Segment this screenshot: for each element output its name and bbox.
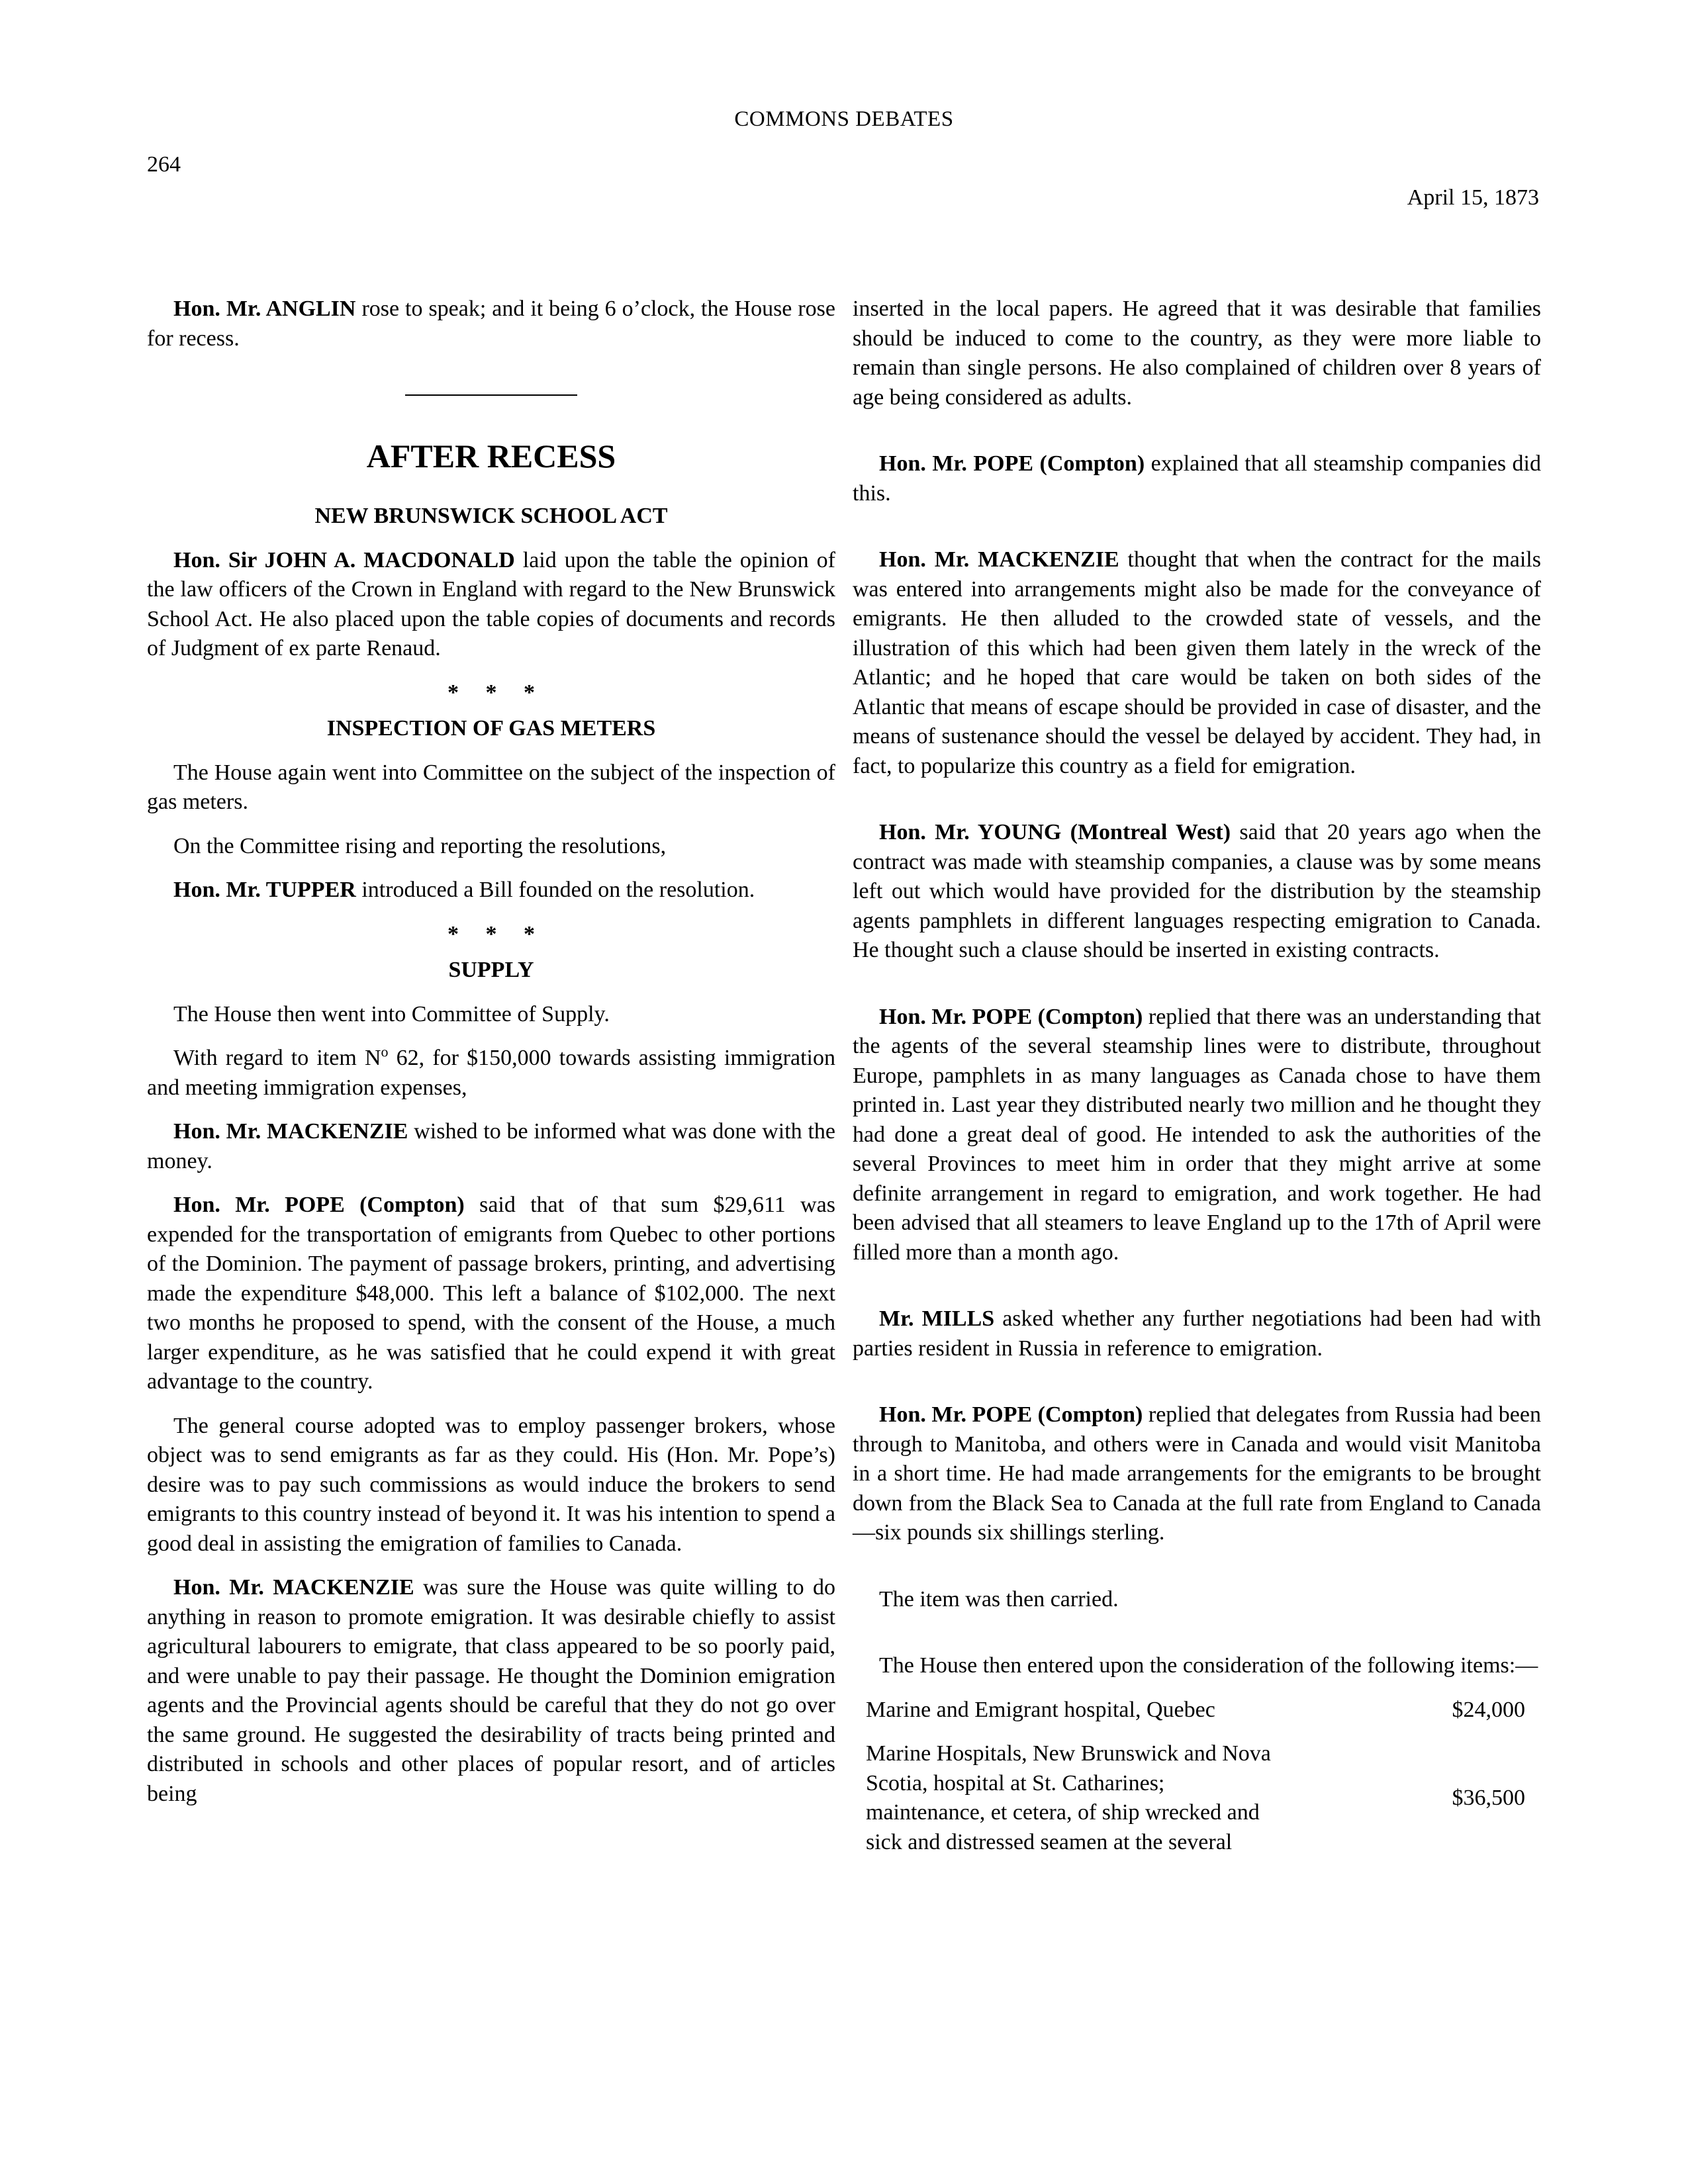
speaker-name: Hon. Mr. YOUNG (Montreal West) <box>879 820 1231 844</box>
paragraph-macdonald <box>147 546 835 664</box>
supply-item-amount: $36,500 <box>1452 1785 1525 1810</box>
paragraph-mackenzie-emigration <box>147 1573 835 1809</box>
paragraph-tupper <box>147 876 835 905</box>
speaker-name: Mr. MILLS <box>879 1306 995 1331</box>
paragraph-text: explained that all steamship companies did this. <box>853 451 1541 506</box>
paragraph-text: said that 20 years ago when the contract was made with steamship companies, a clause was by some means left out which would have provided for the distribution by the steamship agents pamphlets in different languages respecting emigration to Canada. He thought such a clause should be inserted in existing contracts. <box>853 820 1541 962</box>
paragraph-pope-steamship <box>853 449 1541 508</box>
supply-item-row <box>853 1739 1541 1857</box>
section-separator-stars: * * * <box>447 680 545 705</box>
paragraph-text: rose to speak; and it being 6 o’clock, the House rose for recess. <box>147 296 836 351</box>
paragraph-mackenzie-contract <box>853 545 1541 781</box>
paragraph-pope-russia <box>853 1400 1541 1548</box>
speaker-name: Hon. Mr. ANGLIN <box>173 296 356 321</box>
paragraph-item-62: With regard to item $N^o$ 62, for $150,000 towards assisting immigration and meeting immigration expenses, <box>147 1043 835 1100</box>
speaker-name: Hon. Mr. POPE (Compton) <box>879 451 1145 476</box>
supply-item-description: Marine and Emigrant hospital, Quebec <box>866 1697 1215 1722</box>
speaker-name: Hon. Mr. MACKENZIE <box>173 1119 408 1144</box>
paragraph-pope-pamphlets <box>853 1003 1541 1268</box>
speaker-name: Hon. Mr. MACKENZIE <box>879 547 1119 572</box>
paragraph-young <box>853 818 1541 966</box>
paragraph-gas-committee: The House again went into Committee on the subject of the inspection of gas meters. <box>147 760 835 814</box>
page-date: April 15, 1873 <box>1407 185 1539 210</box>
paragraph-pope-expenditure <box>147 1191 835 1397</box>
paragraph-text: asked whether any further negotiations had been had with parties resident in Russia in reference to emigration. <box>853 1306 1541 1361</box>
paragraph-item-carried: The item was then carried. <box>879 1586 1119 1612</box>
supply-heading: SUPPLY <box>448 958 534 982</box>
running-head: COMMONS DEBATES <box>734 107 954 131</box>
section-rule <box>405 394 577 396</box>
paragraph-mackenzie-money <box>147 1117 835 1176</box>
paragraph-text: thought that when the contract for the mails was entered into arrangements might also be made for the conveyance of emigrants. He then alluded to the crowded state of vessels, and the illustration of this which had been given them lately in the wreck of the Atlantic; and he hoped that care would be taken on both sides of the Atlantic that means of escape should be provided in case of disaster, and the means of sustenance should the vessel be delayed by accident. They had, in fact, to popularize this country as a field for emigration. <box>853 547 1541 778</box>
paragraph-text: replied that there was an understanding that the agents of the several steamship lines were to distribute, throughout Europe, pamphlets in as many languages as Canada chose to have them printed in. Last year they distributed nearly two million and he thought they had done a great deal of good. He intended to ask the authorities of the several Provinces to meet him in order that they might arrive at some definite arrangement in regard to emigration, and work together. He had been advised that all steamers to leave England up to the 17th of April were filled more than a month ago. <box>853 1004 1541 1265</box>
paragraph-committee-supply: The House then went into Committee of Supply. <box>173 1001 610 1026</box>
left-column <box>147 295 835 1823</box>
gas-meters-heading: INSPECTION OF GAS METERS <box>326 716 656 741</box>
speaker-name: Hon. Sir JOHN A. MACDONALD <box>173 547 515 572</box>
speaker-name: Hon. Mr. POPE (Compton) <box>173 1193 465 1217</box>
after-recess-heading: AFTER RECESS <box>366 437 616 475</box>
paragraph-continuation: inserted in the local papers. He agreed that it was desirable that families should be induced to come to the country, as they were more liable to remain than single persons. He also complained of children over 8 years of age being considered as adults. <box>853 296 1541 410</box>
paragraph-text: wished to be informed what was done with the money. <box>147 1119 835 1173</box>
paragraph-text: replied that delegates from Russia had been through to Manitoba, and others were in Canada and would visit Manitoba in a short time. He had made arrangements for the emigrants to be brought down from the Black Sea to Canada at the full rate from England to Canada—six pounds six shillings sterling. <box>853 1402 1541 1545</box>
paragraph-following-items: The House then entered upon the consideration of the following items:— <box>879 1653 1538 1678</box>
supply-item-amount: $24,000 <box>1452 1697 1525 1722</box>
paragraph-text: said that of that sum $29,611 was expended for the transportation of emigrants from Quebec to other portions of the Dominion. The payment of passage brokers, printing, and advertising made the expenditure $48,000. This left a balance of $102,000. The next two months he proposed to spend, with the consent of the House, a much larger expenditure, as he was satisfied that he could expend it with great advantage to the country. <box>147 1193 835 1394</box>
speaker-name: Hon. Mr. POPE (Compton) <box>879 1402 1143 1427</box>
paragraph-text: was sure the House was quite willing to do anything in reason to promote emigration. It was desirable chiefly to assist agricultural labourers to emigrate, that class appeared to be so poorly paid, and were unable to pay their passage. He thought the Dominion emigration agents and the Provincial agents should be careful that they do not go over the same ground. He suggested the desirability of tracts being printed and distributed in schools and other places of popular resort, and of articles being <box>147 1575 835 1806</box>
supply-item-row <box>853 1696 1541 1725</box>
paragraph-general-course: The general course adopted was to employ passenger brokers, whose object was to send emigrants as far as they could. His (Hon. Mr. Pope’s) desire was to pay such commissions as would induce the brokers to send emigrants to this country instead of beyond it. It was his intention to spend a good deal in assisting the emigration of families to Canada. <box>147 1413 835 1556</box>
paragraph-committee-rising: On the Committee rising and reporting the resolutions, <box>173 833 667 858</box>
supply-item-description: Marine Hospitals, New Brunswick and Nova Scotia, hospital at St. Catharines; maintenance, et cetera, of ship wrecked and sick and distressed seamen at the several <box>866 1741 1271 1854</box>
right-column <box>853 295 1541 1872</box>
paragraph-mills <box>853 1304 1541 1363</box>
section-separator-stars: * * * <box>447 921 545 946</box>
paragraph-anglin <box>147 295 835 353</box>
speaker-name: Hon. Mr. TUPPER <box>173 878 356 902</box>
paragraph-text: introduced a Bill founded on the resolution. <box>355 878 755 902</box>
speaker-name: Hon. Mr. POPE (Compton) <box>879 1004 1143 1029</box>
speaker-name: Hon. Mr. MACKENZIE <box>173 1575 414 1600</box>
school-act-heading: NEW BRUNSWICK SCHOOL ACT <box>314 504 668 528</box>
superscript-o: o <box>381 1043 389 1060</box>
page-number: 264 <box>147 152 181 177</box>
paragraph-text: laid upon the table the opinion of the law officers of the Crown in England with regard to the New Brunswick School Act. He also placed upon the table copies of documents and records of Judgment of ex parte Renaud. <box>147 547 835 660</box>
